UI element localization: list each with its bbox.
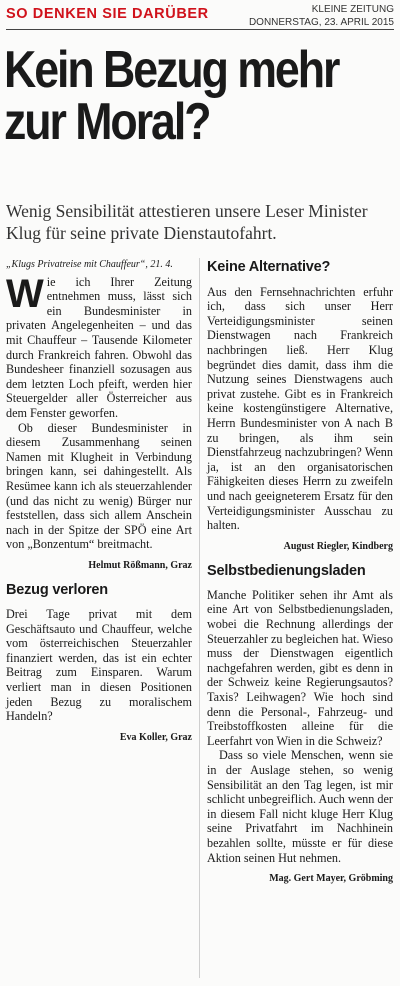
column-divider [199,258,200,978]
letter-4-paragraph-1: Manche Politiker sehen ihr Amt als eine Art von Selbstbedienungsladen, wobei die Rechnung allerdings der Steuerzahler zu begleichen hat. Wieso muss der Dienstwagen eigentlich nachgefahren werden, gibt es denn in der Schweiz keine Regierungsautos? Taxis? Leihwagen? Wie hoch sind denn die Personal-, Fahrzeug- und Treibstoffkosten alleine für die Leerfahrt von Wien in die Schweiz? [207,587,393,748]
letter-2-heading: Bezug verloren [6,582,108,599]
left-column [6,258,192,755]
headline-line-1: Kein Bezug mehr [4,41,339,99]
headline-line-2: zur Moral? [4,93,210,151]
letter-3-paragraph-1: Aus den Fernsehnachrichten erfuhr ich, dass sich unser Herr Verteidigungsminister seinen Dienstwagen nach Frankreich nachbringen ließ. Herr Klug begründet dies damit, dass ihm die Nutzung seines Dienstwagens auch privat zustehe. Gibt es in Frankreich keine kostengünstigere Alternative, Herrn Bundesminister von A nach B zu bringen, als ihm sein Dienstfahrzeug nachzubringen? Wenn ja, ist an den organisatorischen Fähigkeiten dieses Herrn zu zweifeln und nach geeigneterem Ersatz für den Verteidigungsminister Ausschau zu halten. [207,284,393,533]
letter-1-paragraph-1: Wie ich Ihrer Zeitung entnehmen muss, lässt sich ein Bundesminister in privaten Angelegenheiten – und das mit Chauffeur – Tausende Kilometer durch Frankreich fahren. Obwohl das Bundesheer finanziell sozusagen aus dem letzten Loch pfeift, werden hier Steuergelder aller Österreicher aus dem Fenster geworfen. [6,271,192,420]
letter-4-heading: Selbstbedienungsladen [207,563,366,580]
deck-subheadline: Wenig Sensibilität attestieren unsere Leser Minister Klug für seine private Dienstautofahrt. [6,201,368,243]
letter-reference: „Klugs Privatreise mit Chauffeur“, 21. 4. [6,259,173,270]
headline [4,41,341,151]
issue-date: DONNERSTAG, 23. APRIL 2015 [248,17,394,28]
letter-2-paragraph-1: Drei Tage privat mit dem Geschäftsauto und Chauffeur, welche vom österreichischen Steuerzahler finanziert werden, das ist ein echter Beitrag zum Einsparen. Warum verliert man in diesen Positionen jeden Bezug zu moralischem Handeln? [6,607,192,724]
letter-3-heading: Keine Alternative? [207,259,331,275]
letter-3-signature: August Riegler, Kindberg [283,540,393,552]
newspaper-masthead [249,3,394,29]
letter-2-signature: Eva Koller, Graz [119,731,192,743]
drop-cap: W [6,271,44,316]
letter-4-signature: Mag. Gert Mayer, Gröbming [269,873,393,885]
section-kicker: SO DENKEN SIE DARÜBER [6,6,209,22]
letter-4-paragraph-2: Dass so viele Menschen, wenn sie in der Auslage stehen, so wenig Sensibilität an den Tag legen, ist mir schlicht unbegreiflich. Auch wenn der in diesem Fall nicht kluge Herr Klug seine Privatfahrt im Nachhinein bezahlen sollte, müsste er für diese Aktion seinen Hut nehmen. [207,748,393,865]
newspaper-name: KLEINE ZEITUNG [311,4,394,15]
letter-1-paragraph-2: Ob dieser Bundesminister in diesem Zusammenhang seinen Namen mit Klugheit in Verbindung bringen kann, sei dahingestellt. Als Resümee kann ich als steuerzahlender (und das nicht zu wenig) Bürger nur feststellen, dass sich allem Anschein nach in der Spitze der SPÖ eine Art von „Bonzentum“ breitmacht. [6,420,192,552]
header-rule [6,29,394,30]
right-column [207,258,393,897]
letter-1-signature: Helmut Rößmann, Graz [88,559,192,571]
